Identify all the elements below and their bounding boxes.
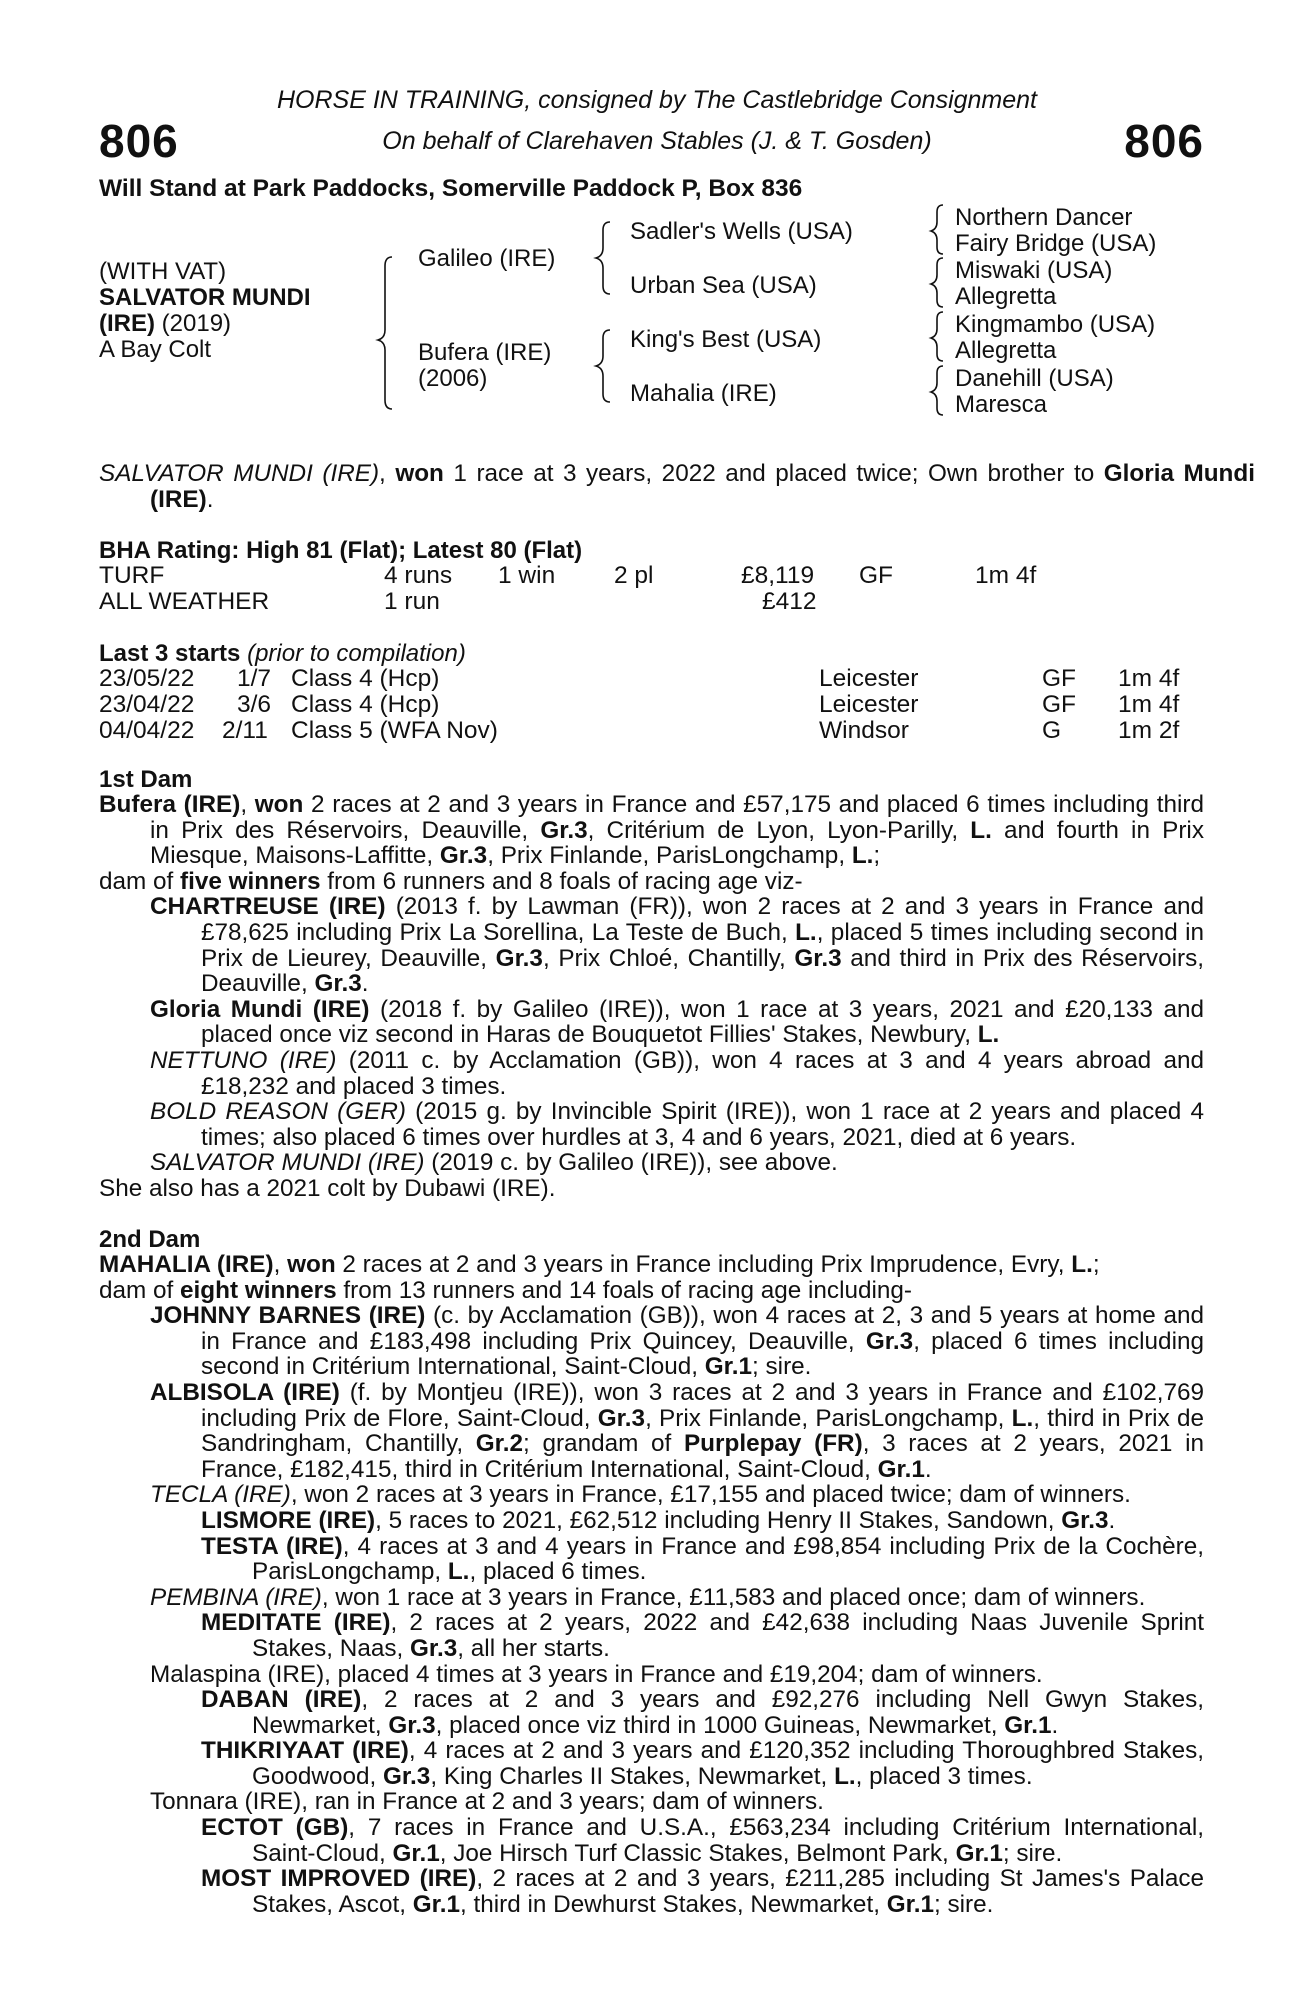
surface: ALL WEATHER: [99, 588, 270, 615]
t: ; sire.: [752, 1353, 812, 1381]
produce-testa: [201, 1534, 1204, 1585]
start-class: Class 5 (WFA Nov): [291, 717, 498, 744]
start-class: Class 4 (Hcp): [291, 691, 440, 718]
t: , won 2 races at 3 years in France, £17,155 and placed twice; dam of winners.: [290, 1481, 1131, 1509]
also-has-line: She also has a 2021 colt by Dubawi (IRE).: [99, 1174, 556, 1202]
mahalia-name: MAHALIA (IRE): [99, 1251, 274, 1278]
t: and third in Prix des Réservoirs, Deauville,: [201, 944, 1204, 998]
t: .: [924, 1455, 932, 1483]
gen3-ssd: Fairy Bridge (USA): [955, 230, 1157, 257]
t: ; sire.: [1002, 1839, 1063, 1867]
t: Tonnara (IRE), ran in France at 2 and 3 years; dam of winners.: [150, 1788, 824, 1816]
t: from 6 runners and 8 foals of racing age viz-: [320, 867, 803, 895]
first-dam-title: 1st Dam: [99, 766, 193, 793]
prize: £412: [762, 588, 817, 615]
grade: Gr.1: [955, 1839, 1003, 1867]
t: 2 races at 2 and 3 years in France and £57,175 and placed 6 times including third in Prix des Réservoirs, Deauville,: [150, 791, 1204, 844]
produce-tecla: [150, 1482, 1204, 1508]
t: , Joe Hirsch Turf Classic Stakes, Belmont Park,: [439, 1839, 956, 1867]
winners-count: eight winners: [180, 1276, 337, 1304]
grade: Gr.1: [392, 1839, 440, 1867]
produce-name: CHARTREUSE (IRE): [150, 893, 386, 921]
dam-name: Bufera (IRE): [418, 339, 552, 366]
won: won: [287, 1251, 336, 1278]
mahalia-produce-line: [99, 1278, 1204, 1304]
t: .: [361, 970, 369, 998]
start-date: 04/04/22: [99, 717, 195, 744]
produce-albisola: [150, 1380, 1204, 1482]
t: ;: [873, 842, 881, 870]
produce-name: LISMORE (IRE): [201, 1506, 376, 1534]
grade: Gr.3: [388, 1711, 436, 1739]
t: , Prix Finlande, ParisLongchamp,: [645, 1404, 1012, 1432]
start-course: Leicester: [819, 691, 919, 718]
dam-year: (2006): [418, 365, 488, 392]
t: (c. by Acclamation (GB)), won 4 races at 2, 3 and 5 years at home and in France and £183,498 including Prix Quincey, Deauville,: [201, 1302, 1204, 1355]
t: dam of: [99, 867, 181, 895]
t: ,: [273, 1251, 288, 1278]
t: from 13 runners and 14 foals of racing age including-: [336, 1276, 913, 1304]
dam-dam: Mahalia (IRE): [630, 380, 777, 407]
t: (2013 f. by Lawman (FR)), won 2 races at 2 and 3 years in France and £78,625 including Prix La Sorellina, La Teste de Buch,: [201, 893, 1204, 946]
grade: Gr.1: [1004, 1711, 1052, 1739]
produce-chartreuse: [150, 894, 1204, 996]
gen3-dds: Danehill (USA): [955, 365, 1114, 392]
stand-line: Will Stand at Park Paddocks, Somerville Paddock P, Box 836: [99, 175, 803, 202]
grade: Gr.1: [886, 1890, 934, 1918]
second-dam-title: 2nd Dam: [99, 1226, 201, 1253]
listed: L.: [1071, 1251, 1093, 1278]
produce-meditate: [201, 1610, 1204, 1661]
t: ;: [1092, 1251, 1100, 1278]
won: won: [254, 791, 304, 818]
start-going: G: [1042, 717, 1062, 744]
gen3-sds: Miswaki (USA): [955, 257, 1113, 284]
listed: L.: [795, 918, 817, 946]
produce-bold-reason: [150, 1099, 1204, 1150]
lot-number-left: 806: [99, 115, 179, 167]
gen3-dd: [955, 366, 1114, 418]
produce-name: PEMBINA (IRE): [150, 1583, 322, 1611]
sire-bracket: [596, 222, 610, 294]
start-position: 1/7: [237, 665, 272, 692]
listed: L.: [851, 842, 874, 870]
t: .: [1051, 1711, 1059, 1739]
produce-johnny-barnes: [150, 1303, 1204, 1380]
produce-name: Gloria Mundi (IRE): [150, 995, 370, 1023]
start-date: 23/04/22: [99, 691, 195, 718]
gen3-sdd: Allegretta: [955, 283, 1057, 310]
t: , 2 races at 2 and 3 years and £92,276 including Nell Gwyn Stakes, Newmarket,: [252, 1686, 1205, 1739]
t: 2 races at 2 and 3 years in France including Prix Imprudence, Evry,: [335, 1251, 1072, 1278]
t: , 4 races at 3 and 4 years in France and £98,854 including Prix de la Cochère, ParisLongchamp,: [252, 1532, 1205, 1586]
sire: Galileo (IRE): [418, 245, 556, 272]
bha-rating: BHA Rating: High 81 (Flat); Latest 80 (Flat): [99, 537, 583, 564]
produce-name: SALVATOR MUNDI (IRE): [150, 1149, 425, 1177]
start-date: 23/05/22: [99, 665, 195, 692]
sire-dam: Urban Sea (USA): [630, 272, 817, 299]
t: , 2 races at 2 and 3 years, £211,285 including St James's Palace Stakes, Ascot,: [252, 1865, 1204, 1918]
start-course: Windsor: [819, 717, 909, 744]
t: , third in Dewhurst Stakes, Newmarket,: [460, 1890, 887, 1918]
lot-number-right: 806: [1124, 115, 1204, 167]
produce-name: ALBISOLA (IRE): [150, 1378, 340, 1406]
gen3-ss: [955, 205, 1156, 257]
dam: [418, 340, 551, 392]
produce-name: DABAN (IRE): [201, 1686, 362, 1714]
grade: Gr.3: [794, 944, 842, 972]
t: , Critérium de Lyon, Lyon-Parilly,: [587, 816, 971, 844]
dam-sire: King's Best (USA): [630, 326, 822, 353]
dd-bracket: [931, 366, 943, 415]
produce-name: JOHNNY BARNES (IRE): [150, 1302, 426, 1330]
listed: L.: [1011, 1404, 1034, 1432]
produce-name: BOLD REASON (GER): [150, 1098, 406, 1126]
bufera-produce-line: [99, 869, 1204, 895]
bufera-name: Bufera (IRE): [99, 791, 241, 818]
produce-nettuno: [150, 1048, 1204, 1099]
produce-salvator-mundi: [150, 1150, 1204, 1176]
runs: 1 run: [384, 588, 440, 615]
t: .: [1108, 1506, 1116, 1534]
produce-name: NETTUNO (IRE): [150, 1046, 337, 1074]
horse-name: SALVATOR MUNDI: [99, 284, 311, 311]
ss-bracket: [931, 205, 943, 254]
produce-malaspina: [150, 1662, 1204, 1688]
last-starts-title: [99, 640, 466, 668]
start-going: GF: [1042, 665, 1077, 692]
t: (2015 g. by Invincible Spirit (IRE)), won 1 race at 2 years and placed 4 times; also placed 6 times over hurdles at 3, 4 and 6 years, 2021, died at 6 years.: [201, 1098, 1205, 1151]
produce-tonnara: [150, 1789, 1204, 1815]
grade: Gr.1: [877, 1455, 925, 1483]
produce-daban: [201, 1687, 1204, 1738]
horse-description: A Bay Colt: [99, 336, 212, 363]
dam-bracket: [596, 330, 610, 402]
summary-end: .: [206, 485, 214, 513]
summary-brother: Gloria Mundi (IRE): [150, 460, 1255, 513]
t: (2018 f. by Galileo (IRE)), won 1 race at 3 years, 2021 and £20,133 and placed once viz second in Haras de Bouquetot Fillies' Stakes, Newbury,: [201, 995, 1204, 1049]
second-dam-section: [99, 1252, 1204, 1917]
t: , placed once viz third in 1000 Guineas, Newmarket,: [435, 1711, 1005, 1739]
bufera-entry: [99, 792, 1204, 869]
grandson-name: Purplepay (FR): [683, 1430, 863, 1458]
going: GF: [859, 562, 894, 589]
produce-name: MEDITATE (IRE): [201, 1609, 391, 1637]
summary-won: won: [395, 460, 444, 487]
produce-name: TESTA (IRE): [201, 1532, 343, 1560]
gen3-ddd: Maresca: [955, 391, 1048, 418]
runs: 4 runs: [384, 562, 453, 589]
t: (2019 c. by Galileo (IRE)), see above.: [424, 1149, 838, 1177]
surface: TURF: [99, 562, 165, 589]
t: (f. by Montjeu (IRE)), won 3 races at 2 and 3 years in France and £102,769 including Prix de Flore, Saint-Cloud,: [201, 1378, 1204, 1432]
placed: 2 pl: [614, 562, 654, 589]
grade: Gr.3: [1061, 1506, 1109, 1534]
rating-row-aw: [0, 589, 1314, 615]
t: , 7 races in France and U.S.A., £563,234 including Critérium International, Saint-Cloud,: [252, 1814, 1204, 1867]
produce-most-improved: [201, 1866, 1204, 1917]
gen3-sd: [955, 258, 1112, 310]
grade: Gr.3: [495, 944, 543, 972]
t: , all her starts.: [457, 1634, 610, 1662]
start-course: Leicester: [819, 665, 919, 692]
t: ; sire.: [933, 1890, 994, 1918]
t: , 3 races at 2 years, 2021 in France, £182,415, third in Critérium International, Saint-Cloud,: [201, 1430, 1204, 1483]
grade: Gr.3: [540, 816, 588, 844]
last-starts-note: (prior to compilation): [240, 640, 466, 667]
vat-label: (WITH VAT): [99, 258, 227, 285]
grade: Gr.1: [704, 1353, 753, 1381]
winners-count: five winners: [180, 867, 321, 895]
wins: 1 win: [498, 562, 556, 589]
start-row: [0, 718, 1314, 744]
t: , placed 5 times including second in Prix de Lieurey, Deauville,: [201, 918, 1205, 972]
t: , 2 races at 2 years, 2022 and £42,638 including Naas Juvenile Sprint Stakes, Naas,: [252, 1609, 1204, 1662]
summary-paragraph: SALVATOR MUNDI (IRE), won 1 race at 3 years, 2022 and placed twice; Own brother to Gloria Mundi (IRE).: [99, 460, 1255, 513]
last-starts-label: Last 3 starts: [99, 640, 241, 667]
t: , 4 races at 2 and 3 years and £120,352 including Thoroughbred Stakes, Goodwood,: [252, 1737, 1204, 1790]
distance: 1m 4f: [975, 562, 1037, 589]
start-row: [0, 692, 1314, 718]
listed: L.: [447, 1558, 470, 1586]
sire-sire: Sadler's Wells (USA): [630, 218, 853, 245]
t: ; grandam of: [523, 1430, 684, 1458]
gen3-dsd: Allegretta: [955, 337, 1057, 364]
gen3-dss: Kingmambo (USA): [955, 311, 1156, 338]
produce-name: ECTOT (GB): [201, 1814, 349, 1842]
start-distance: 1m 4f: [1118, 691, 1180, 718]
behalf-line: On behalf of Clarehaven Stables (J. & T. Gosden): [382, 127, 932, 155]
produce-pembina: [150, 1585, 1204, 1611]
t: dam of: [99, 1276, 181, 1304]
grade: Gr.3: [865, 1327, 914, 1355]
grade: Gr.3: [314, 970, 362, 998]
listed: L.: [970, 816, 992, 844]
t: , 5 races to 2021, £62,512 including Henry II Stakes, Sandown,: [375, 1506, 1062, 1534]
produce-name: MOST IMPROVED (IRE): [201, 1865, 477, 1893]
grade: Gr.2: [475, 1430, 524, 1458]
produce-gloria-mundi: [150, 997, 1204, 1048]
first-dam-section: [99, 792, 1204, 1202]
ds-bracket: [931, 312, 943, 361]
produce-ectot: [201, 1815, 1204, 1866]
start-class: Class 4 (Hcp): [291, 665, 440, 692]
mahalia-entry: [99, 1252, 1204, 1278]
start-distance: 1m 4f: [1118, 665, 1180, 692]
start-position: 2/11: [222, 717, 268, 744]
grade: Gr.3: [439, 842, 488, 870]
consignment-line: HORSE IN TRAINING, consigned by The Castlebridge Consignment: [276, 86, 1038, 114]
t: (2011 c. by Acclamation (GB)), won 4 races at 3 and 4 years abroad and £18,232 and placed 3 times.: [201, 1046, 1204, 1100]
start-row: [0, 666, 1314, 692]
summary-text: 1 race at 3 years, 2022 and placed twice; Own brother to: [443, 460, 1104, 487]
produce-name: THIKRIYAAT (IRE): [201, 1737, 409, 1765]
start-distance: 1m 2f: [1118, 717, 1180, 744]
grade: Gr.3: [383, 1762, 431, 1790]
sd-bracket: [931, 258, 943, 307]
horse-year: (2019): [155, 310, 232, 337]
produce-lismore: [201, 1508, 1204, 1534]
produce-name: TECLA (IRE): [150, 1481, 291, 1509]
t: and fourth in Prix Miesque, Maisons-Laffitte,: [150, 816, 1204, 870]
t: , Prix Finlande, ParisLongchamp,: [487, 842, 852, 870]
start-position: 3/6: [237, 691, 272, 718]
grade: Gr.1: [412, 1890, 460, 1918]
horse-suffix: (IRE): [99, 310, 155, 337]
t: , placed 6 times including second in Critérium International, Saint-Cloud,: [201, 1327, 1204, 1381]
grade: Gr.3: [597, 1404, 646, 1432]
t: , third in Prix de Sandringham, Chantilly,: [201, 1404, 1204, 1458]
gen3-ds: [955, 312, 1155, 364]
prize: £8,119: [741, 562, 815, 589]
summary-horse: SALVATOR MUNDI (IRE): [99, 460, 380, 487]
listed: L.: [977, 1021, 1000, 1049]
gen3-sss: Northern Dancer: [955, 204, 1133, 231]
t: Malaspina (IRE), placed 4 times at 3 years in France and £19,204; dam of winners.: [150, 1660, 1043, 1688]
main-bracket: [378, 257, 392, 409]
t: ,: [240, 791, 255, 818]
t: , placed 6 times.: [469, 1558, 647, 1586]
start-going: GF: [1042, 691, 1077, 718]
listed: L.: [834, 1762, 856, 1790]
t: , won 1 race at 3 years in France, £11,583 and placed once; dam of winners.: [321, 1583, 1146, 1611]
t: , Prix Chloé, Chantilly,: [542, 944, 795, 972]
rating-row-turf: [0, 563, 1314, 589]
t: , placed 3 times.: [855, 1762, 1033, 1790]
produce-thikriyaat: [201, 1738, 1204, 1789]
grade: Gr.3: [410, 1634, 458, 1662]
t: , King Charles II Stakes, Newmarket,: [430, 1762, 835, 1790]
